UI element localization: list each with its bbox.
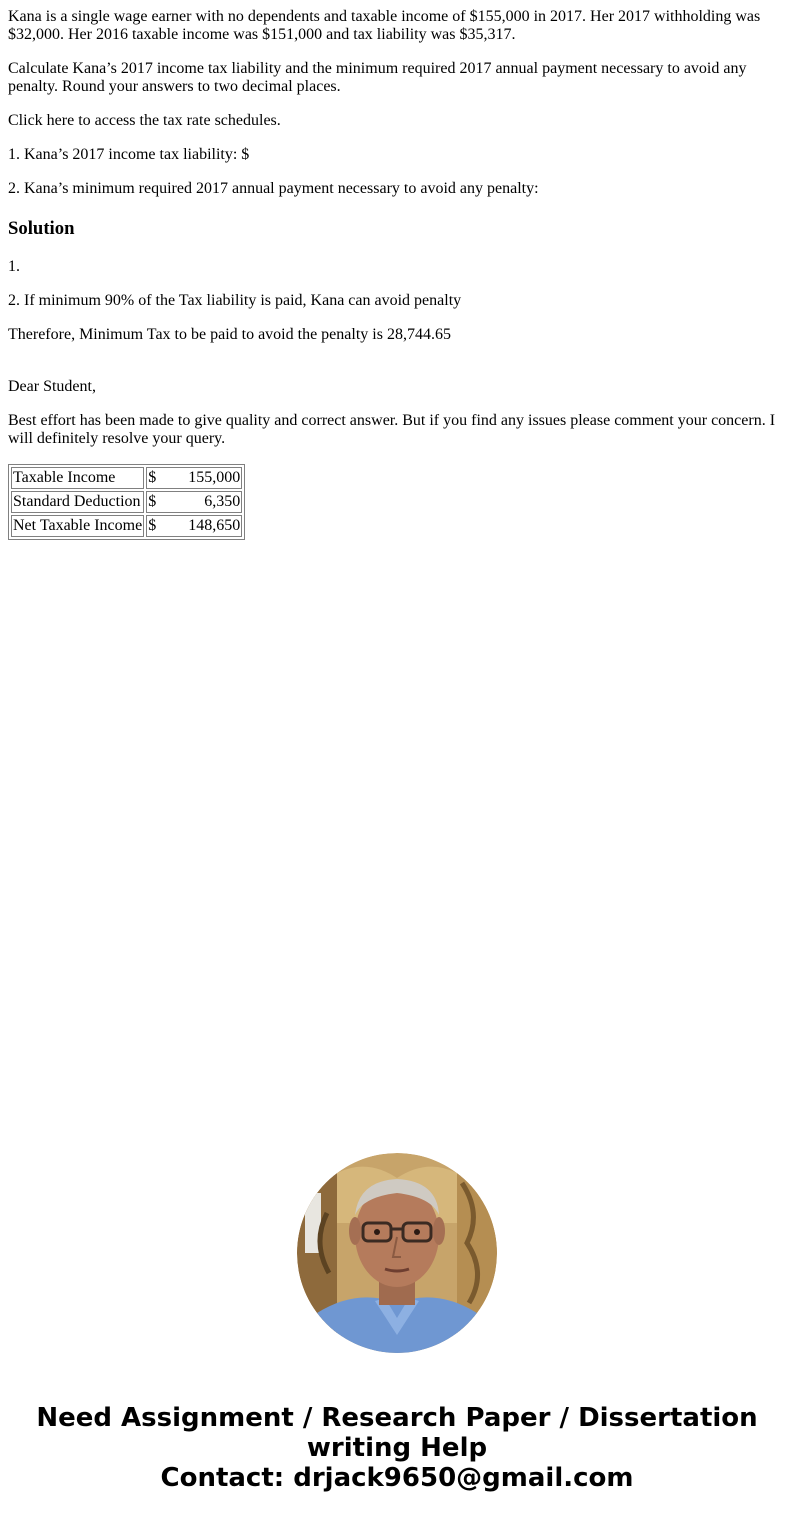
row-value: 155,000 (188, 469, 241, 486)
solution-step-1: 1. (8, 258, 20, 275)
solution-heading: Solution (8, 218, 75, 239)
question-task: Calculate Kana’s 2017 income tax liability and the minimum required 2017 annual payment necessary to avoid any penalty. Round your answers to two decimal places. (8, 60, 747, 95)
table-row (11, 515, 242, 537)
row-label: Taxable Income (11, 467, 144, 489)
banner-line-1: Need Assignment / Research Paper / Dissertation (36, 1403, 758, 1433)
solution-step-2: 2. If minimum 90% of the Tax liability is paid, Kana can avoid penalty (8, 292, 462, 309)
row-amount (146, 515, 242, 537)
row-amount (146, 467, 242, 489)
solution-conclusion: Therefore, Minimum Tax to be paid to avoid the penalty is 28,744.65 (8, 326, 451, 343)
row-value: 148,650 (188, 517, 241, 534)
contact-banner (0, 1403, 794, 1493)
banner-line-2: writing Help (306, 1433, 488, 1463)
author-avatar (297, 1153, 497, 1353)
banner-contact-email[interactable]: Contact: drjack9650@gmail.com (160, 1463, 634, 1493)
solution-greeting: Dear Student, (8, 378, 96, 395)
tax-schedule-link[interactable]: Click here to access the tax rate schedules. (8, 112, 281, 129)
row-currency: $ (148, 517, 157, 534)
table-row (11, 467, 242, 489)
spacer (8, 360, 786, 378)
row-label: Standard Deduction (11, 491, 144, 513)
avatar-portrait-icon (297, 1153, 497, 1353)
question-intro: Kana is a single wage earner with no dependents and taxable income of $155,000 in 2017. Her 2017 withholding was $32,000. Her 2016 taxable income was $151,000 and tax liability was $35,317. (8, 8, 761, 43)
row-currency: $ (148, 493, 157, 510)
row-label: Net Taxable Income (11, 515, 144, 537)
row-amount (146, 491, 242, 513)
question-item-2: 2. Kana’s minimum required 2017 annual payment necessary to avoid any penalty: (8, 180, 539, 197)
document-content (8, 8, 786, 540)
question-item-1: 1. Kana’s 2017 income tax liability: $ (8, 146, 250, 163)
table-row (11, 491, 242, 513)
income-table (8, 464, 245, 540)
row-currency: $ (148, 469, 157, 486)
row-value: 6,350 (204, 493, 241, 510)
solution-note: Best effort has been made to give quality and correct answer. But if you find any issues please comment your concern. I will definitely resolve your query. (8, 412, 776, 447)
